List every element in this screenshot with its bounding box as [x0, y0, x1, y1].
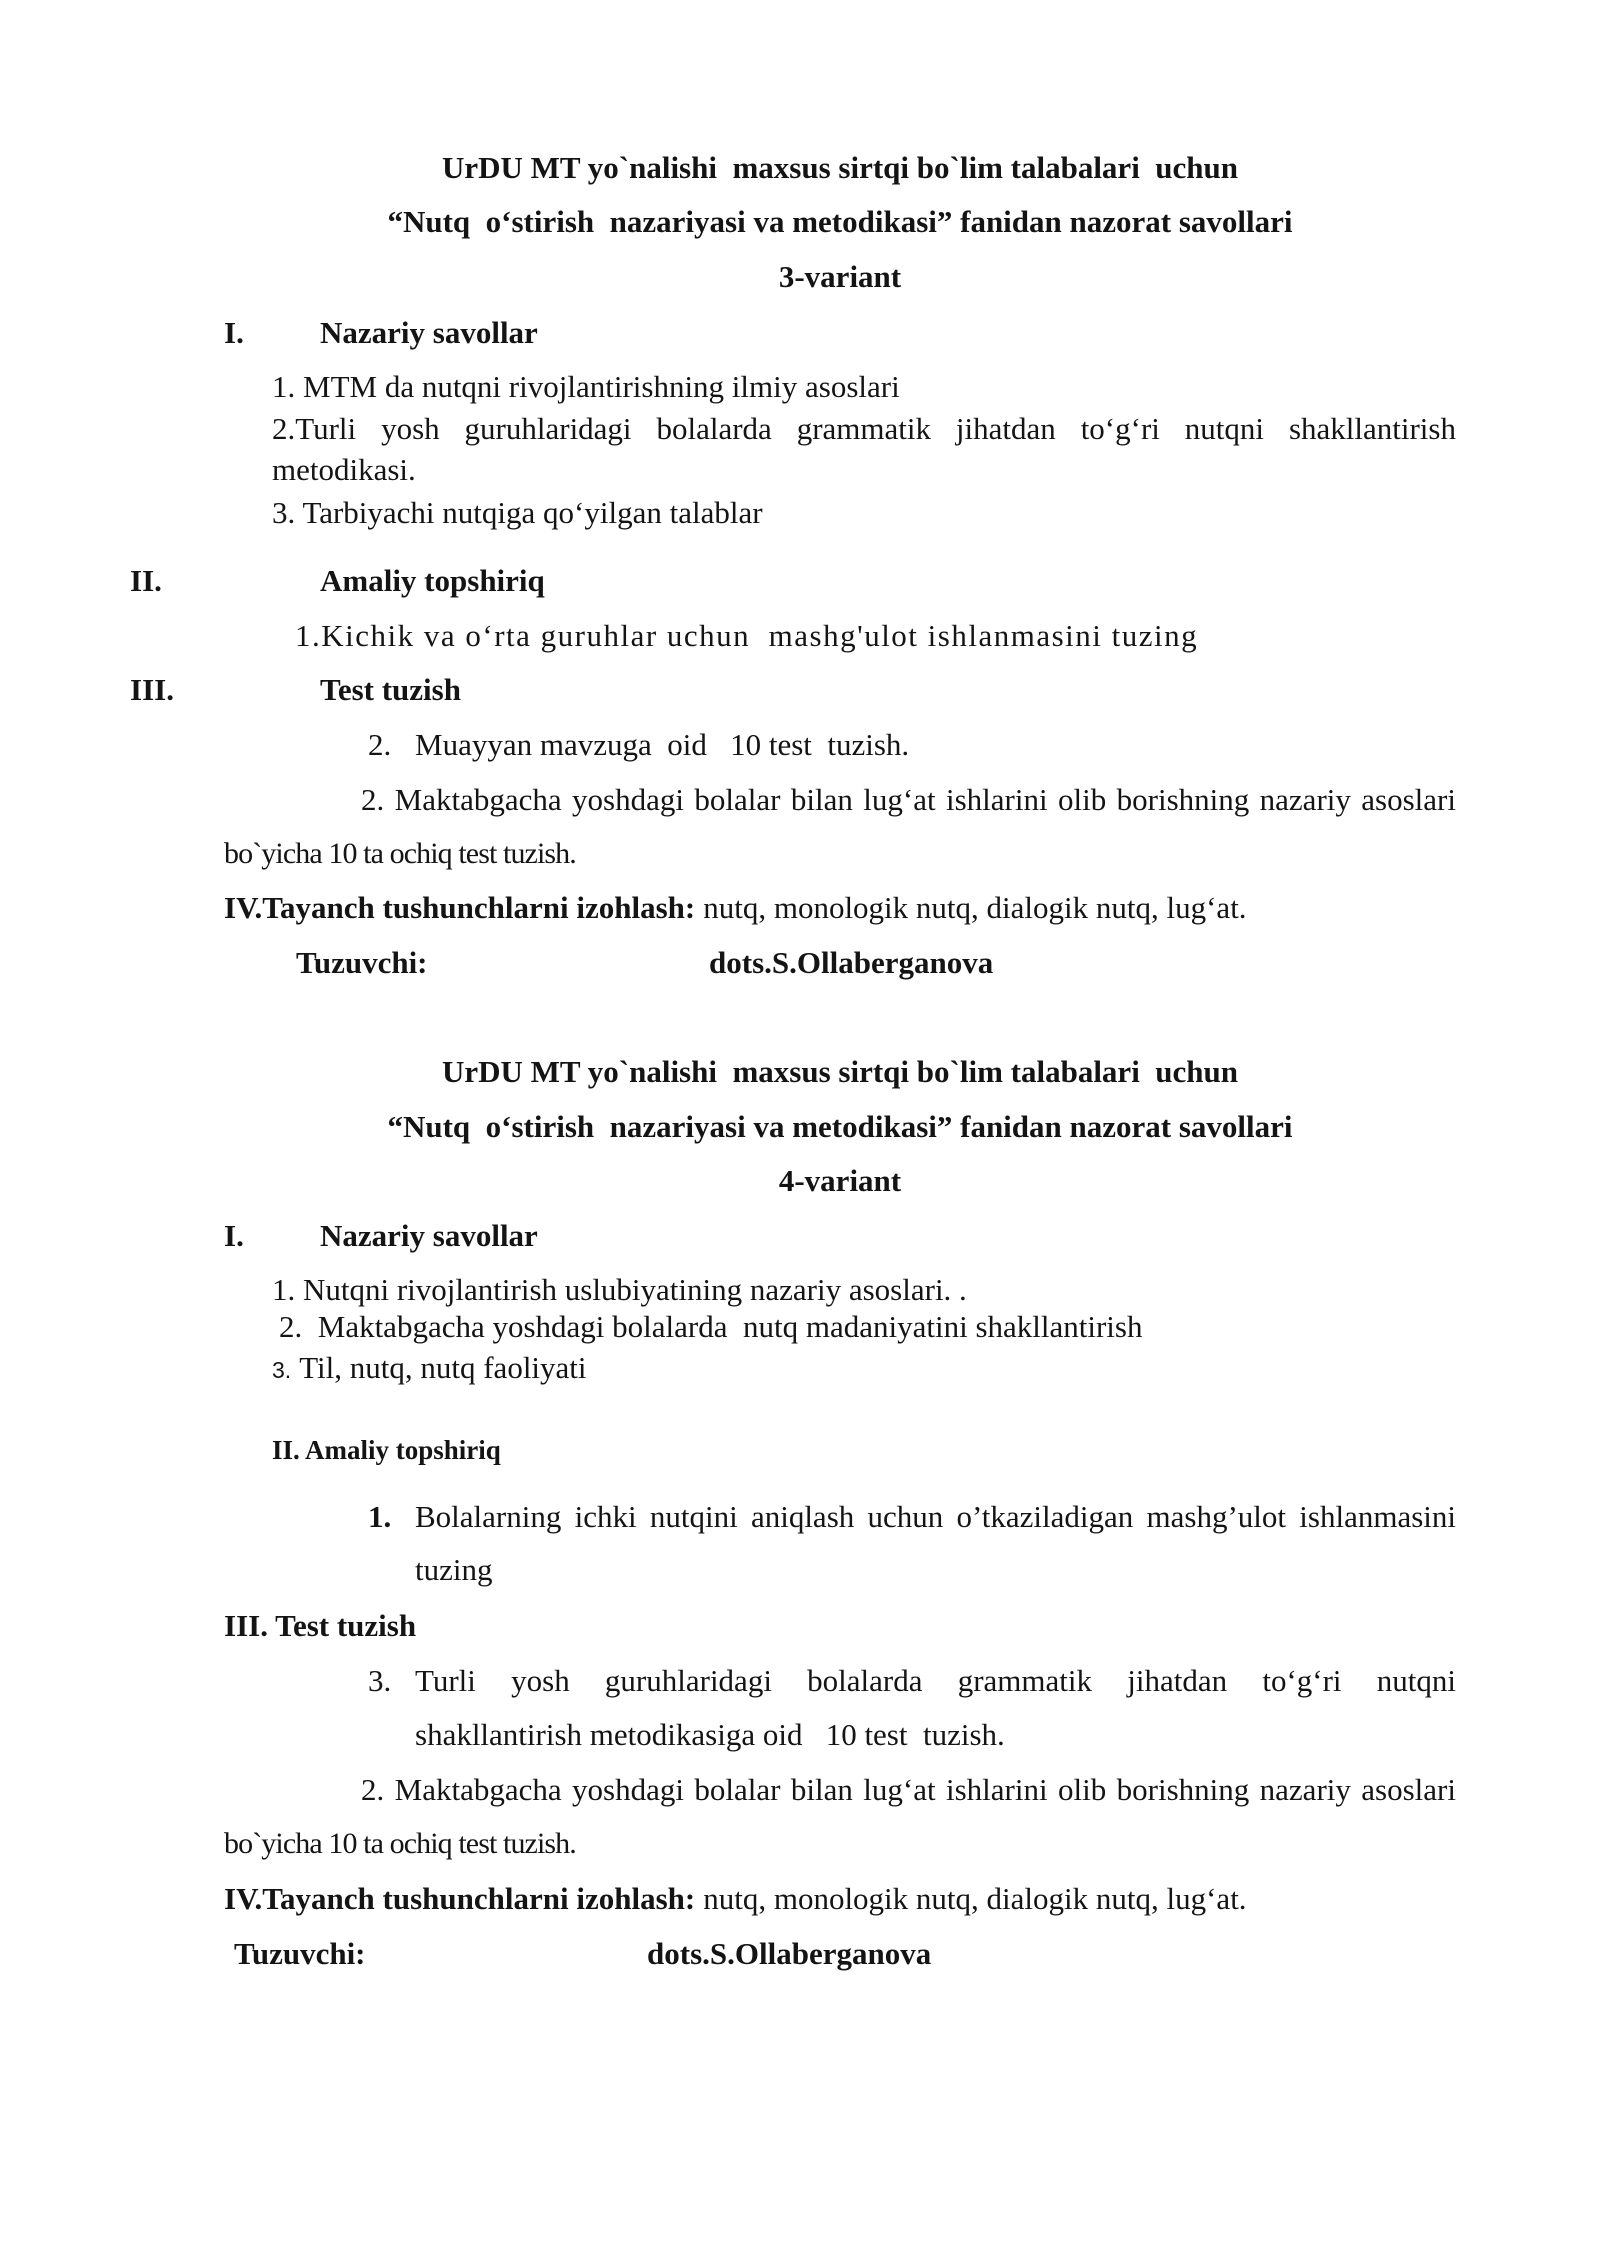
theory-question-2-line-1: 2.Turli yosh guruhlaridagi bolalarda grammatik jihatdan to‘g‘ri nutqni shakllantirish — [272, 411, 1456, 446]
document-title-line-1: UrDU MT yo`nalishi maxsus sirtqi bo`lim talabalari uchun — [441, 150, 1239, 185]
practical-section-heading: II. Amaliy topshiriq — [272, 1435, 501, 1465]
author-name: dots.S.Ollaberganova — [709, 945, 994, 980]
test-task-2-line-1: 2. Maktabgacha yoshdagi bolalar bilan lug‘at ishlarini olib borishning nazariy asoslari — [361, 1772, 1456, 1807]
theory-question-1: 1. MTM da nutqni rivojlantirishning ilmiy asoslari — [272, 369, 900, 404]
practical-section-title: Amaliy topshiriq — [320, 563, 545, 598]
author-label: Tuzuvchi: — [234, 1936, 366, 1971]
practical-section-numeral: II. — [130, 563, 162, 598]
theory-question-3 — [272, 1348, 587, 1390]
test-section-title: Test tuzish — [320, 672, 461, 707]
key-concepts-line — [224, 888, 1247, 928]
theory-section-title: Nazariy savollar — [320, 315, 538, 350]
document-title-line-2: “Nutq o‘stirish nazariyasi va metodikasi” fanidan nazorat savollari — [387, 1109, 1293, 1144]
test-task-1-number: 3. — [368, 1663, 392, 1698]
key-concepts-label: IV.Tayanch tushunchlarni izohlash: — [224, 890, 696, 925]
theory-section-title: Nazariy savollar — [320, 1218, 538, 1253]
theory-question-1: 1. Nutqni rivojlantirish uslubiyatining nazariy asoslari. . — [272, 1272, 967, 1307]
key-concepts-label: IV.Tayanch tushunchlarni izohlash: — [224, 1881, 696, 1916]
test-task-1-text: Muayyan mavzuga oid 10 test tuzish. — [415, 727, 910, 762]
key-concepts-line — [224, 1879, 1247, 1919]
practical-task-1-number: 1. — [368, 1499, 392, 1534]
document-title-line-2: “Nutq o‘stirish nazariyasi va metodikasi” fanidan nazorat savollari — [387, 204, 1293, 239]
theory-question-3-number: 3. — [272, 1357, 292, 1383]
author-label: Tuzuvchi: — [296, 945, 428, 980]
test-task-2-line-2: bo`yicha 10 ta ochiq test tuzish. — [224, 1827, 576, 1860]
author-name: dots.S.Ollaberganova — [647, 1936, 932, 1971]
test-task-1-line-2: shakllantirish metodikasiga oid 10 test tuzish. — [415, 1717, 1005, 1752]
variant-label: 3-variant — [778, 259, 902, 294]
practical-task-1-line-2: tuzing — [415, 1552, 493, 1587]
theory-question-3: 3. Tarbiyachi nutqiga qo‘yilgan talablar — [272, 495, 763, 530]
document-title-line-1: UrDU MT yo`nalishi maxsus sirtqi bo`lim talabalari uchun — [441, 1054, 1239, 1089]
test-task-2-line-2: bo`yicha 10 ta ochiq test tuzish. — [224, 837, 576, 870]
theory-question-3-text: Til, nutq, nutq faoliyati — [299, 1350, 587, 1385]
theory-section-numeral: I. — [224, 315, 244, 350]
test-task-1-number: 2. — [368, 727, 392, 762]
test-section-numeral: III. — [130, 672, 174, 707]
theory-question-2: 2. Maktabgacha yoshdagi bolalarda nutq madaniyatini shakllantirish — [279, 1309, 1143, 1344]
key-concepts-text: nutq, monologik nutq, dialogik nutq, lug‘at. — [703, 890, 1247, 925]
theory-section-numeral: I. — [224, 1218, 244, 1253]
test-task-1-line-1: Turli yosh guruhlaridagi bolalarda grammatik jihatdan to‘g‘ri nutqni — [415, 1663, 1456, 1698]
practical-task-1-line-1: Bolalarning ichki nutqini aniqlash uchun o’tkaziladigan mashg’ulot ishlanmasini — [415, 1499, 1456, 1534]
practical-task-1: 1.Kichik va o‘rta guruhlar uchun mashg'ulot ishlanmasini tuzing — [295, 618, 1199, 653]
variant-label: 4-variant — [778, 1163, 902, 1198]
key-concepts-text: nutq, monologik nutq, dialogik nutq, lug‘at. — [703, 1881, 1247, 1916]
test-task-2-line-1: 2. Maktabgacha yoshdagi bolalar bilan lug‘at ishlarini olib borishning nazariy asoslari — [361, 782, 1456, 817]
theory-question-2-line-2: metodikasi. — [272, 452, 416, 487]
test-section-heading: III. Test tuzish — [224, 1608, 417, 1643]
